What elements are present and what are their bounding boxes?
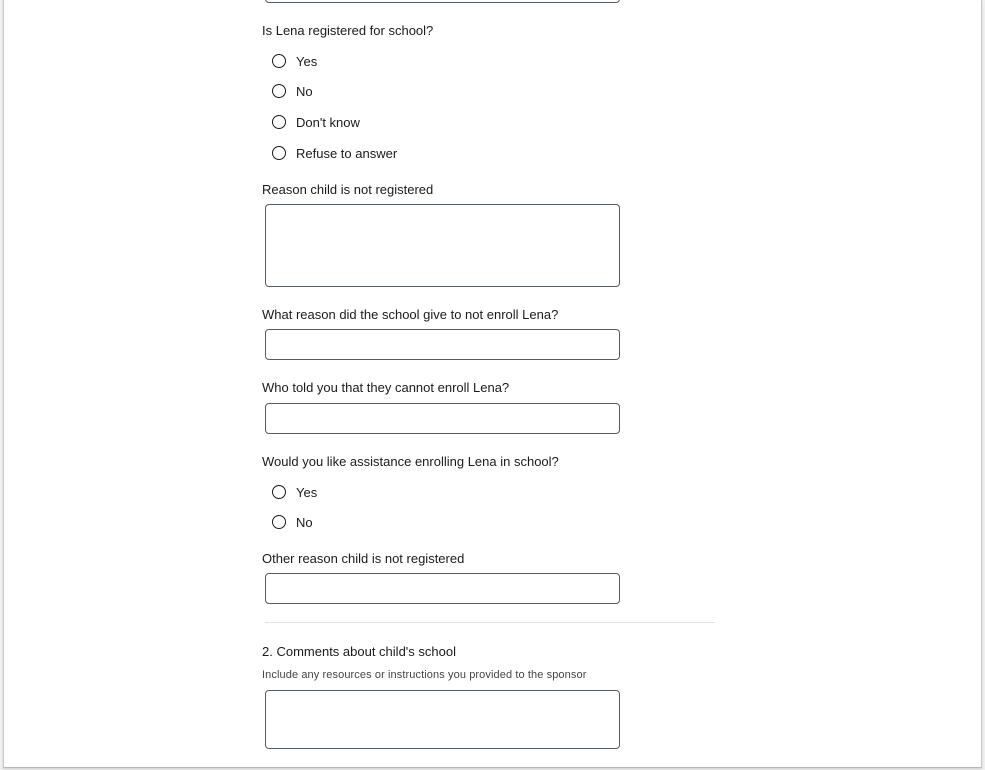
radio-yes-registered[interactable] (272, 54, 286, 68)
radio-label: Yes (296, 484, 318, 500)
assistance-option-no[interactable] (272, 512, 313, 532)
radio-dont-know-registered[interactable] (272, 115, 286, 129)
who-told-label: Who told you that they cannot enroll Lena? (262, 380, 510, 395)
radio-label: Refuse to answer (296, 145, 398, 161)
other-reason-label: Other reason child is not registered (262, 551, 465, 566)
radio-refuse-registered[interactable] (272, 146, 286, 160)
section2-hint: Include any resources or instructions you provided to the sponsor (262, 669, 587, 681)
section2-title: 2. Comments about child's school (262, 644, 456, 659)
radio-no-registered[interactable] (272, 84, 286, 98)
radio-yes-assistance[interactable] (272, 485, 286, 499)
registered-option-no[interactable] (272, 81, 313, 101)
comments-textarea[interactable] (265, 690, 620, 749)
form-page (3, 0, 982, 768)
reason-not-registered-textarea[interactable] (265, 204, 620, 287)
radio-no-assistance[interactable] (272, 515, 286, 529)
radio-label: No (296, 83, 313, 99)
radio-label: No (296, 514, 313, 530)
previous-field[interactable] (265, 0, 620, 3)
section-divider (265, 622, 715, 623)
reason-not-registered-label: Reason child is not registered (262, 182, 434, 197)
registered-option-yes[interactable] (272, 51, 317, 71)
school-reason-input[interactable] (265, 329, 620, 360)
radio-label: Don't know (296, 114, 360, 130)
school-reason-label: What reason did the school give to not enroll Lena? (262, 307, 559, 322)
other-reason-input[interactable] (265, 573, 620, 604)
registered-option-dont-know[interactable] (272, 112, 360, 132)
who-told-input[interactable] (265, 403, 620, 434)
registered-option-refuse[interactable] (272, 143, 397, 163)
assistance-option-yes[interactable] (272, 482, 317, 502)
radio-label: Yes (296, 53, 318, 69)
registered-question-label: Is Lena registered for school? (262, 23, 434, 38)
assistance-question-label: Would you like assistance enrolling Lena in school? (262, 454, 559, 469)
